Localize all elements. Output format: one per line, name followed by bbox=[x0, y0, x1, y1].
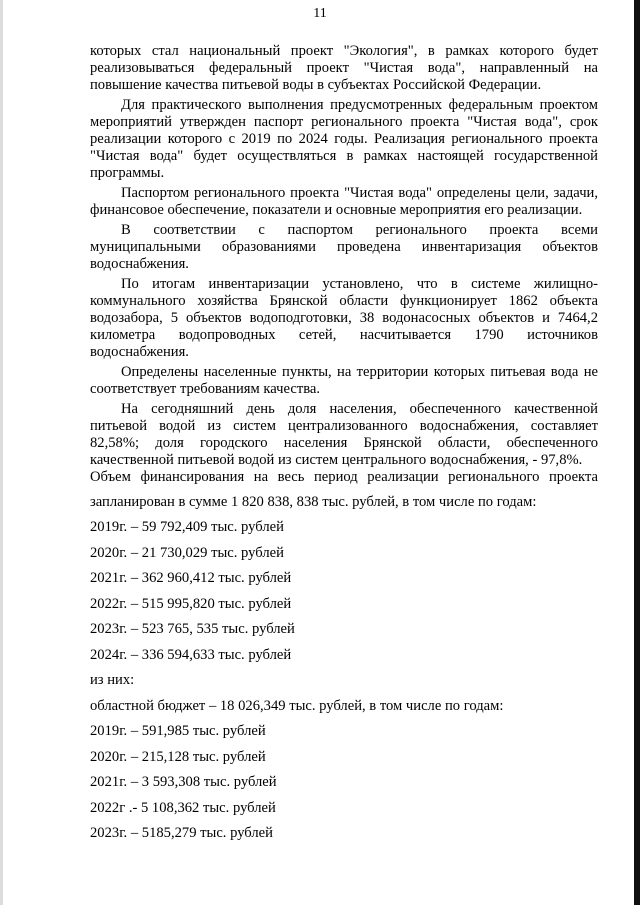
text-line: По итогам инвентаризации установлено, что в системе жилищно- bbox=[121, 276, 598, 292]
text-line: программы. bbox=[90, 165, 165, 181]
financing-year-row: 2019г. – 59 792,409 тыс. рублей bbox=[90, 519, 284, 535]
financing-year-row: 2024г. – 336 594,633 тыс. рублей bbox=[90, 647, 292, 663]
text-line: соответствует требованиям качества. bbox=[90, 381, 321, 397]
text-line: водозабора, 5 объектов водоподготовки, 38 водонасосных объектов и 7464,2 bbox=[90, 310, 598, 326]
financing-year-row: 2023г. – 523 765, 535 тыс. рублей bbox=[90, 621, 295, 637]
financing-total: запланирован в сумме 1 820 838, 838 тыс. рублей, в том числе по годам: bbox=[90, 494, 537, 510]
text-line: Определены населенные пункты, на территории которых питьевая вода не bbox=[121, 364, 598, 380]
text-line: реализовываться федеральный проект "Чистая вода", направленный на bbox=[90, 60, 598, 76]
text-line: водоснабжения. bbox=[90, 256, 189, 272]
regional-year-row: 2021г. – 3 593,308 тыс. рублей bbox=[90, 774, 277, 790]
text-line: 82,58%; доля городского населения Брянской области, обеспеченного bbox=[90, 435, 598, 451]
text-line: коммунального хозяйства Брянской области функционирует 1862 объекта bbox=[90, 293, 598, 309]
of-them-label: из них: bbox=[90, 672, 135, 688]
regional-year-row: 2022г .- 5 108,362 тыс. рублей bbox=[90, 800, 276, 816]
text-line: Паспортом регионального проекта "Чистая вода" определены цели, задачи, bbox=[121, 185, 598, 201]
text-line: качественной питьевой водой из систем центрального водоснабжения, - 97,8%. bbox=[90, 452, 583, 468]
text-line: реализации которого с 2019 по 2024 годы. Реализация регионального проекта bbox=[90, 131, 598, 147]
text-line: В соответствии с паспортом регионального проекта всеми bbox=[121, 222, 598, 238]
text-line: километра водопроводных сетей, насчитывается 1790 источников bbox=[90, 327, 598, 343]
text-line: финансовое обеспечение, показатели и основные мероприятия его реализации. bbox=[90, 202, 583, 218]
text-line: муниципальными образованиями проведена инвентаризация объектов bbox=[90, 239, 598, 255]
text-line: которых стал национальный проект "Экология", в рамках которого будет bbox=[90, 43, 598, 59]
financing-year-row: 2021г. – 362 960,412 тыс. рублей bbox=[90, 570, 292, 586]
regional-year-row: 2019г. – 591,985 тыс. рублей bbox=[90, 723, 266, 739]
financing-year-row: 2022г. – 515 995,820 тыс. рублей bbox=[90, 596, 292, 612]
regional-budget-total: областной бюджет – 18 026,349 тыс. рублей, в том числе по годам: bbox=[90, 698, 504, 714]
text-line: питьевой водой из систем централизованного водоснабжения, составляет bbox=[90, 418, 598, 434]
text-line: мероприятий утвержден паспорт регионального проекта "Чистая вода", срок bbox=[90, 114, 598, 130]
regional-year-row: 2023г. – 5185,279 тыс. рублей bbox=[90, 825, 273, 841]
text-line: На сегодняшний день доля населения, обеспеченного качественной bbox=[121, 401, 598, 417]
text-line: Для практического выполнения предусмотренных федеральным проектом bbox=[121, 97, 598, 113]
text-line: "Чистая вода" будет осуществляться в рамках настоящей государственной bbox=[90, 148, 598, 164]
text-line: Объем финансирования на весь период реализации регионального проекта bbox=[90, 469, 598, 485]
page-number: 11 bbox=[313, 6, 327, 21]
text-line: водоснабжения. bbox=[90, 344, 189, 360]
regional-year-row: 2020г. – 215,128 тыс. рублей bbox=[90, 749, 266, 765]
text-line: повышение качества питьевой воды в субъектах Российской Федерации. bbox=[90, 77, 542, 93]
scan-edge-shadow bbox=[634, 0, 640, 905]
financing-year-row: 2020г. – 21 730,029 тыс. рублей bbox=[90, 545, 284, 561]
scan-edge-left bbox=[0, 0, 3, 905]
